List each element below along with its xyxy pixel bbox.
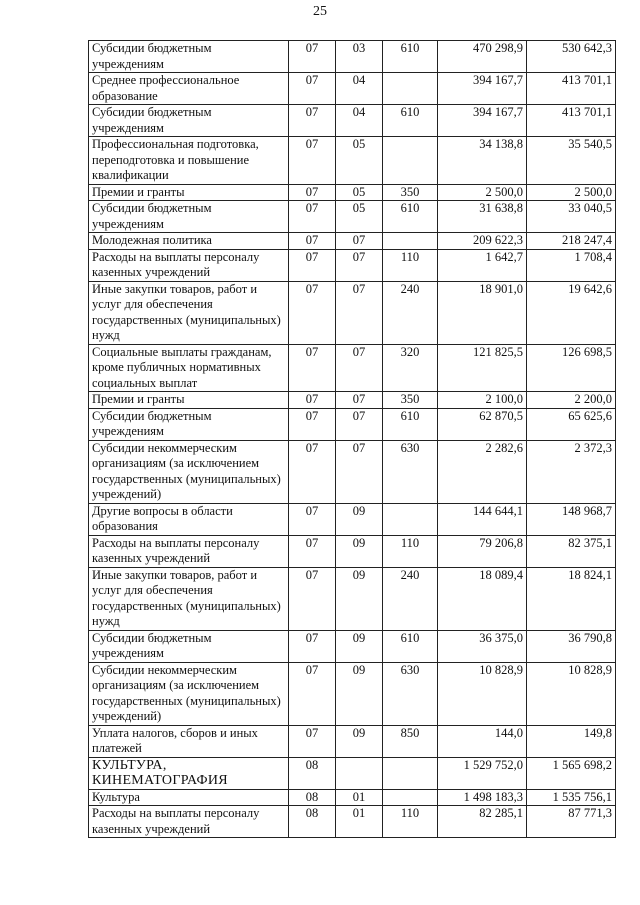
table-row [89, 201, 616, 233]
section-code-cell: 07 [289, 535, 336, 567]
table-row [89, 249, 616, 281]
amount-year-1-cell: 31 638,8 [438, 201, 527, 233]
section-code-cell: 07 [289, 184, 336, 201]
amount-year-2-cell: 35 540,5 [527, 137, 616, 185]
section-code-cell: 07 [289, 233, 336, 250]
subsection-code-cell: 07 [336, 233, 383, 250]
section-code-cell: 07 [289, 249, 336, 281]
amount-year-2-cell: 33 040,5 [527, 201, 616, 233]
table-row [89, 392, 616, 409]
item-name-cell: Субсидии некоммерческим организациям (за исключением государственных (муниципальных) учреждений) [89, 440, 289, 503]
amount-year-2-cell: 87 771,3 [527, 806, 616, 838]
cost-type-cell [383, 137, 438, 185]
table-row [89, 567, 616, 630]
subsection-code-cell: 07 [336, 408, 383, 440]
amount-year-2-cell: 126 698,5 [527, 344, 616, 392]
amount-year-2-cell: 2 500,0 [527, 184, 616, 201]
amount-year-2-cell: 218 247,4 [527, 233, 616, 250]
subsection-code-cell: 01 [336, 789, 383, 806]
cost-type-cell: 240 [383, 281, 438, 344]
cost-type-cell [383, 73, 438, 105]
amount-year-2-cell: 413 701,1 [527, 73, 616, 105]
amount-year-1-cell: 470 298,9 [438, 41, 527, 73]
amount-year-2-cell: 65 625,6 [527, 408, 616, 440]
section-code-cell: 08 [289, 806, 336, 838]
amount-year-2-cell: 1 535 756,1 [527, 789, 616, 806]
amount-year-1-cell: 34 138,8 [438, 137, 527, 185]
item-name-cell: Культура [89, 789, 289, 806]
amount-year-1-cell: 1 642,7 [438, 249, 527, 281]
item-name-cell: Уплата налогов, сборов и иных платежей [89, 725, 289, 757]
section-code-cell: 07 [289, 725, 336, 757]
table-row [89, 662, 616, 725]
cost-type-cell [383, 757, 438, 789]
section-code-cell: 07 [289, 137, 336, 185]
subsection-code-cell: 03 [336, 41, 383, 73]
amount-year-1-cell: 10 828,9 [438, 662, 527, 725]
section-code-cell: 07 [289, 105, 336, 137]
cost-type-cell: 610 [383, 41, 438, 73]
cost-type-cell: 610 [383, 408, 438, 440]
subsection-code-cell: 04 [336, 73, 383, 105]
cost-type-cell: 850 [383, 725, 438, 757]
cost-type-cell: 610 [383, 105, 438, 137]
amount-year-1-cell: 62 870,5 [438, 408, 527, 440]
cost-type-cell: 350 [383, 392, 438, 409]
item-name-cell: Премии и гранты [89, 184, 289, 201]
amount-year-1-cell: 2 282,6 [438, 440, 527, 503]
amount-year-2-cell: 2 200,0 [527, 392, 616, 409]
section-code-cell: 07 [289, 408, 336, 440]
item-name-cell: Иные закупки товаров, работ и услуг для обеспечения государственных (муниципальных) нужд [89, 281, 289, 344]
table-body [89, 41, 616, 838]
cost-type-cell: 110 [383, 249, 438, 281]
amount-year-2-cell: 413 701,1 [527, 105, 616, 137]
section-code-cell: 07 [289, 567, 336, 630]
table-row [89, 503, 616, 535]
table-row [89, 73, 616, 105]
section-code-cell: 07 [289, 630, 336, 662]
amount-year-2-cell: 1 565 698,2 [527, 757, 616, 789]
table-row [89, 344, 616, 392]
subsection-code-cell: 01 [336, 806, 383, 838]
amount-year-1-cell: 18 901,0 [438, 281, 527, 344]
section-code-cell: 07 [289, 503, 336, 535]
amount-year-2-cell: 82 375,1 [527, 535, 616, 567]
section-code-cell: 07 [289, 201, 336, 233]
amount-year-2-cell: 19 642,6 [527, 281, 616, 344]
amount-year-1-cell: 1 529 752,0 [438, 757, 527, 789]
item-name-cell: Субсидии бюджетным учреждениям [89, 105, 289, 137]
amount-year-1-cell: 394 167,7 [438, 105, 527, 137]
amount-year-2-cell: 10 828,9 [527, 662, 616, 725]
amount-year-1-cell: 1 498 183,3 [438, 789, 527, 806]
section-code-cell: 08 [289, 757, 336, 789]
amount-year-1-cell: 209 622,3 [438, 233, 527, 250]
budget-table [88, 40, 616, 838]
cost-type-cell: 110 [383, 535, 438, 567]
cost-type-cell: 630 [383, 440, 438, 503]
amount-year-1-cell: 2 500,0 [438, 184, 527, 201]
amount-year-2-cell: 1 708,4 [527, 249, 616, 281]
table-row [89, 408, 616, 440]
subsection-code-cell: 09 [336, 535, 383, 567]
cost-type-cell [383, 233, 438, 250]
cost-type-cell [383, 789, 438, 806]
subsection-code-cell: 05 [336, 137, 383, 185]
item-name-cell: Субсидии бюджетным учреждениям [89, 201, 289, 233]
item-name-cell: Расходы на выплаты персоналу казенных учреждений [89, 249, 289, 281]
amount-year-2-cell: 36 790,8 [527, 630, 616, 662]
amount-year-1-cell: 79 206,8 [438, 535, 527, 567]
item-name-cell: Социальные выплаты гражданам, кроме публичных нормативных социальных выплат [89, 344, 289, 392]
cost-type-cell: 630 [383, 662, 438, 725]
item-name-cell: Профессиональная подготовка, переподготовка и повышение квалификации [89, 137, 289, 185]
page-number: 25 [313, 4, 327, 19]
amount-year-1-cell: 2 100,0 [438, 392, 527, 409]
subsection-code-cell: 07 [336, 344, 383, 392]
amount-year-2-cell: 148 968,7 [527, 503, 616, 535]
item-name-cell: Иные закупки товаров, работ и услуг для обеспечения государственных (муниципальных) нужд [89, 567, 289, 630]
subsection-code-cell: 05 [336, 201, 383, 233]
cost-type-cell: 350 [383, 184, 438, 201]
subsection-code-cell: 09 [336, 503, 383, 535]
table-row [89, 137, 616, 185]
subsection-code-cell: 09 [336, 662, 383, 725]
table-row [89, 233, 616, 250]
subsection-code-cell: 09 [336, 567, 383, 630]
cost-type-cell [383, 503, 438, 535]
section-code-cell: 07 [289, 344, 336, 392]
table-row [89, 535, 616, 567]
subsection-code-cell: 05 [336, 184, 383, 201]
table-row [89, 789, 616, 806]
amount-year-1-cell: 144 644,1 [438, 503, 527, 535]
table-row [89, 630, 616, 662]
subsection-code-cell: 07 [336, 281, 383, 344]
amount-year-1-cell: 36 375,0 [438, 630, 527, 662]
subsection-code-cell: 09 [336, 630, 383, 662]
cost-type-cell: 610 [383, 201, 438, 233]
item-name-cell: Субсидии бюджетным учреждениям [89, 41, 289, 73]
item-name-cell: Субсидии бюджетным учреждениям [89, 630, 289, 662]
amount-year-1-cell: 394 167,7 [438, 73, 527, 105]
item-name-cell: Молодежная политика [89, 233, 289, 250]
item-name-cell: КУЛЬТУРА, КИНЕМАТОГРАФИЯ [89, 757, 289, 789]
table-row [89, 281, 616, 344]
amount-year-1-cell: 144,0 [438, 725, 527, 757]
table-row [89, 806, 616, 838]
table-row [89, 440, 616, 503]
amount-year-1-cell: 121 825,5 [438, 344, 527, 392]
subsection-code-cell: 07 [336, 392, 383, 409]
table-row [89, 184, 616, 201]
section-code-cell: 07 [289, 281, 336, 344]
item-name-cell: Субсидии некоммерческим организациям (за исключением государственных (муниципальных) учреждений) [89, 662, 289, 725]
amount-year-2-cell: 149,8 [527, 725, 616, 757]
subsection-code-cell [336, 757, 383, 789]
cost-type-cell: 110 [383, 806, 438, 838]
item-name-cell: Субсидии бюджетным учреждениям [89, 408, 289, 440]
cost-type-cell: 320 [383, 344, 438, 392]
amount-year-1-cell: 82 285,1 [438, 806, 527, 838]
subsection-code-cell: 09 [336, 725, 383, 757]
amount-year-2-cell: 530 642,3 [527, 41, 616, 73]
section-code-cell: 08 [289, 789, 336, 806]
amount-year-2-cell: 18 824,1 [527, 567, 616, 630]
table-row [89, 105, 616, 137]
section-code-cell: 07 [289, 41, 336, 73]
item-name-cell: Расходы на выплаты персоналу казенных учреждений [89, 806, 289, 838]
cost-type-cell: 610 [383, 630, 438, 662]
item-name-cell: Другие вопросы в области образования [89, 503, 289, 535]
subsection-code-cell: 07 [336, 440, 383, 503]
item-name-cell: Премии и гранты [89, 392, 289, 409]
section-code-cell: 07 [289, 73, 336, 105]
amount-year-2-cell: 2 372,3 [527, 440, 616, 503]
table-row [89, 757, 616, 789]
section-code-cell: 07 [289, 440, 336, 503]
amount-year-1-cell: 18 089,4 [438, 567, 527, 630]
item-name-cell: Расходы на выплаты персоналу казенных учреждений [89, 535, 289, 567]
subsection-code-cell: 04 [336, 105, 383, 137]
item-name-cell: Среднее профессиональное образование [89, 73, 289, 105]
table-row [89, 41, 616, 73]
cost-type-cell: 240 [383, 567, 438, 630]
subsection-code-cell: 07 [336, 249, 383, 281]
table-row [89, 725, 616, 757]
section-code-cell: 07 [289, 392, 336, 409]
section-code-cell: 07 [289, 662, 336, 725]
